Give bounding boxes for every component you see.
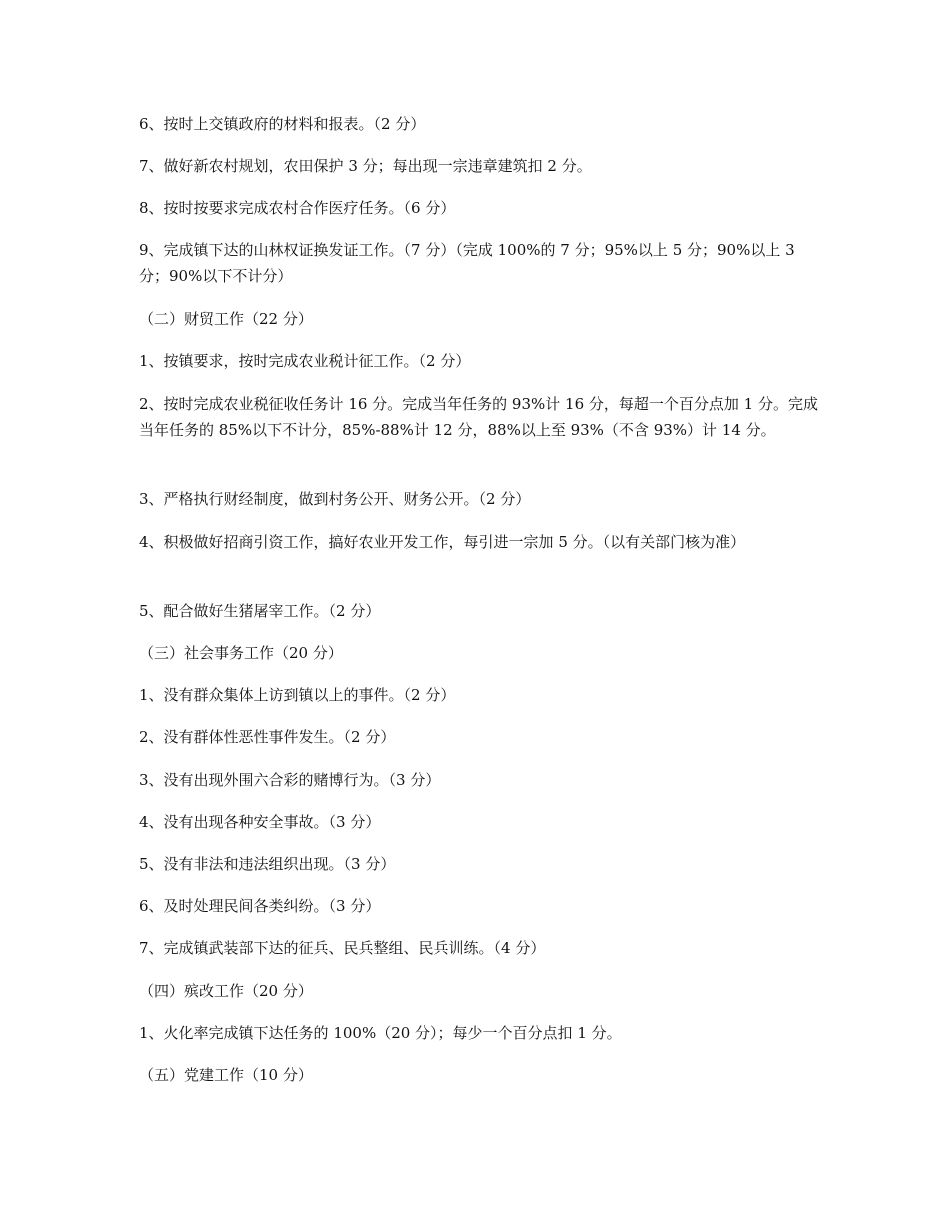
paragraph-social-4: 4、没有出现各种安全事故。（3 分） — [139, 813, 381, 831]
paragraph-finance-5: 5、配合做好生猪屠宰工作。（2 分） — [139, 602, 381, 620]
paragraph-social-1: 1、没有群众集体上访到镇以上的事件。（2 分） — [139, 686, 456, 704]
paragraph-finance-2: 2、按时完成农业税征收任务计 16 分。完成当年任务的 93%计 16 分，每超一个百分点加 1 分。完成当年任务的 85%以下不计分，85%-88%计 12 分，88%以上至 93%（不含 93%）计 14 分。 — [139, 395, 818, 439]
section-heading-social: （三）社会事务工作（20 分） — [139, 644, 343, 662]
paragraph-social-5: 5、没有非法和违法组织出现。（3 分） — [139, 855, 396, 873]
section-heading-party: （五）党建工作（10 分） — [139, 1066, 313, 1084]
paragraph-social-3: 3、没有出现外围六合彩的赌博行为。（3 分） — [139, 771, 441, 789]
paragraph-social-7: 7、完成镇武装部下达的征兵、民兵整组、民兵训练。（4 分） — [139, 939, 546, 957]
paragraph-item-8: 8、按时按要求完成农村合作医疗任务。（6 分） — [139, 199, 456, 217]
paragraph-funeral-1: 1、火化率完成镇下达任务的 100%（20 分）；每少一个百分点扣 1 分。 — [139, 1024, 622, 1042]
section-heading-funeral: （四）殡改工作（20 分） — [139, 982, 313, 1000]
paragraph-social-6: 6、及时处理民间各类纠纷。（3 分） — [139, 897, 381, 915]
paragraph-item-9: 9、完成镇下达的山林权证换发证工作。（7 分）（完成 100%的 7 分；95%以上 5 分；90%以上 3 分；90%以下不计分） — [139, 241, 795, 285]
paragraph-finance-1: 1、按镇要求，按时完成农业税计征工作。（2 分） — [139, 352, 471, 370]
paragraph-item-7: 7、做好新农村规划，农田保护 3 分；每出现一宗违章建筑扣 2 分。 — [139, 157, 592, 175]
paragraph-item-6: 6、按时上交镇政府的材料和报表。（2 分） — [139, 115, 426, 133]
section-heading-finance: （二）财贸工作（22 分） — [139, 310, 313, 328]
paragraph-finance-3: 3、严格执行财经制度，做到村务公开、财务公开。（2 分） — [139, 490, 531, 508]
paragraph-finance-4: 4、积极做好招商引资工作，搞好农业开发工作，每引进一宗加 5 分。（以有关部门核为准） — [139, 533, 746, 551]
paragraph-social-2: 2、没有群体性恶性事件发生。（2 分） — [139, 728, 396, 746]
